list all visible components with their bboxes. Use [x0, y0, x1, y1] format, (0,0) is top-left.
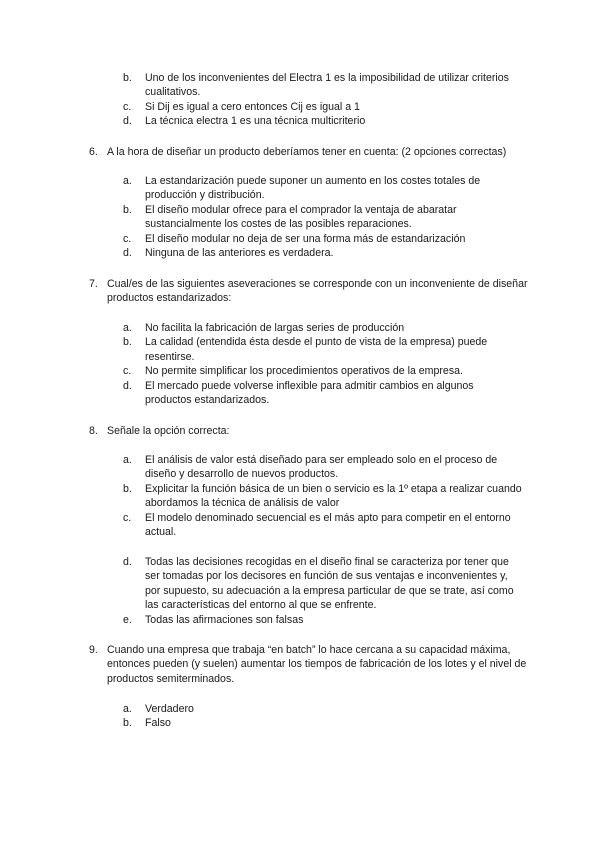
question-8-options-d-e: [123, 555, 523, 627]
option-text: Verdadero: [145, 703, 194, 715]
question-6-option-c: [123, 232, 523, 246]
option-text: Uno de los inconvenientes del Electra 1 es la imposibilidad de utilizar criterios cualitativos.: [145, 72, 509, 99]
question-7-option-c: [123, 364, 523, 378]
option-marker: c.: [123, 232, 132, 245]
question-8-option-a: [123, 453, 523, 482]
option-marker: b.: [123, 203, 132, 216]
question-8-option-d: [123, 555, 523, 613]
option-marker: c.: [123, 511, 132, 524]
option-marker: d.: [123, 556, 132, 568]
option-text: El mercado puede volverse inflexible para admitir cambios en algunos productos estandarizados.: [145, 379, 474, 407]
option-marker: d.: [123, 115, 132, 128]
option-marker: b.: [123, 482, 132, 495]
question-7: [89, 277, 529, 306]
question-8-option-c: [123, 511, 523, 540]
question-text: Cual/es de las siguientes aseveraciones se corresponde con un inconveniente de diseñar productos estandarizados:: [107, 278, 528, 305]
option-text: El análisis de valor está diseñado para ser empleado solo en el proceso de diseño y desarrollo de nuevos productos.: [145, 454, 498, 481]
option-text: El modelo denominado secuencial es el más apto para competir en el entorno actual.: [145, 511, 511, 539]
option-text: Todas las decisiones recogidas en el diseño final se caracteriza por tener que ser tomadas por los decisores en función de sus ventajas e inconvenientes y, por supuesto, su adecuación a la empresa particular de que se trate, así como las características del entorno al que se enfrente.: [145, 556, 514, 612]
question-8-option-e: [123, 613, 523, 627]
option-marker: d.: [123, 379, 132, 392]
question-8-option-b: [123, 482, 523, 511]
question-text: Señale la opción correcta:: [107, 425, 230, 437]
option-marker: a.: [123, 322, 132, 334]
option-text: La técnica electra 1 es una técnica multicriterio: [145, 115, 366, 128]
option-text: La calidad (entendida ésta desde el punto de vista de la empresa) puede resentirse.: [145, 336, 488, 363]
question-6-option-b: [123, 203, 523, 232]
option-marker: a.: [123, 703, 132, 715]
question-9-option-b: [123, 716, 523, 730]
option-marker: b.: [123, 72, 132, 84]
option-text: Explicitar la función básica de un bien o servicio es la 1º etapa a realizar cuando abordamos la técnica de análisis de valor: [145, 482, 522, 510]
option-text: El diseño modular ofrece para el comprador la ventaja de abaratar sustancialmente los costes de las posibles reparaciones.: [145, 203, 457, 231]
option-marker: a.: [123, 454, 132, 466]
question-7-option-d: [123, 379, 523, 408]
question-5-option-d: [123, 114, 523, 128]
option-marker: c.: [123, 100, 132, 113]
question-number: 7.: [89, 278, 98, 290]
option-text: La estandarización puede suponer un aumento en los costes totales de producción y distribución.: [145, 175, 481, 202]
question-9: [89, 643, 529, 686]
question-7-option-b: [123, 335, 523, 364]
question-7-options: [123, 321, 523, 407]
question-8: [89, 424, 529, 438]
question-5-option-b: [123, 71, 523, 100]
question-6-options: [123, 174, 523, 260]
option-marker: c.: [123, 365, 132, 378]
question-text: A la hora de diseñar un producto deberíamos tener en cuenta: (2 opciones correctas): [107, 146, 507, 158]
option-marker: b.: [123, 336, 132, 349]
option-text: Ninguna de las anteriores es verdadera.: [145, 247, 334, 260]
option-text: Falso: [145, 717, 171, 730]
question-7-option-a: [123, 321, 523, 335]
question-5-option-c: [123, 100, 523, 114]
option-text: Si Dij es igual a cero entonces Cij es igual a 1: [145, 100, 360, 113]
question-9-options: [123, 702, 523, 731]
option-marker: e.: [123, 613, 132, 626]
question-6: [89, 145, 529, 159]
question-6-option-d: [123, 246, 523, 260]
question-text: Cuando una empresa que trabaja “en batch” lo hace cercana a su capacidad máxima, entonces pueden (y suelen) aumentar los tiempos de fabricación de los lotes y el nivel de productos semiterminados.: [107, 644, 527, 685]
question-8-options-a-c: [123, 453, 523, 539]
option-text: No facilita la fabricación de largas series de producción: [145, 322, 405, 334]
question-9-option-a: [123, 702, 523, 716]
option-text: Todas las afirmaciones son falsas: [145, 613, 304, 626]
question-number: 9.: [89, 644, 98, 656]
option-marker: a.: [123, 175, 132, 187]
question-6-option-a: [123, 174, 523, 203]
question-5-options: [123, 71, 523, 129]
option-marker: b.: [123, 717, 132, 730]
question-number: 6.: [89, 146, 98, 158]
option-text: No permite simplificar los procedimientos operativos de la empresa.: [145, 365, 463, 378]
question-number: 8.: [89, 425, 98, 437]
option-text: El diseño modular no deja de ser una forma más de estandarización: [145, 232, 466, 245]
option-marker: d.: [123, 247, 132, 260]
